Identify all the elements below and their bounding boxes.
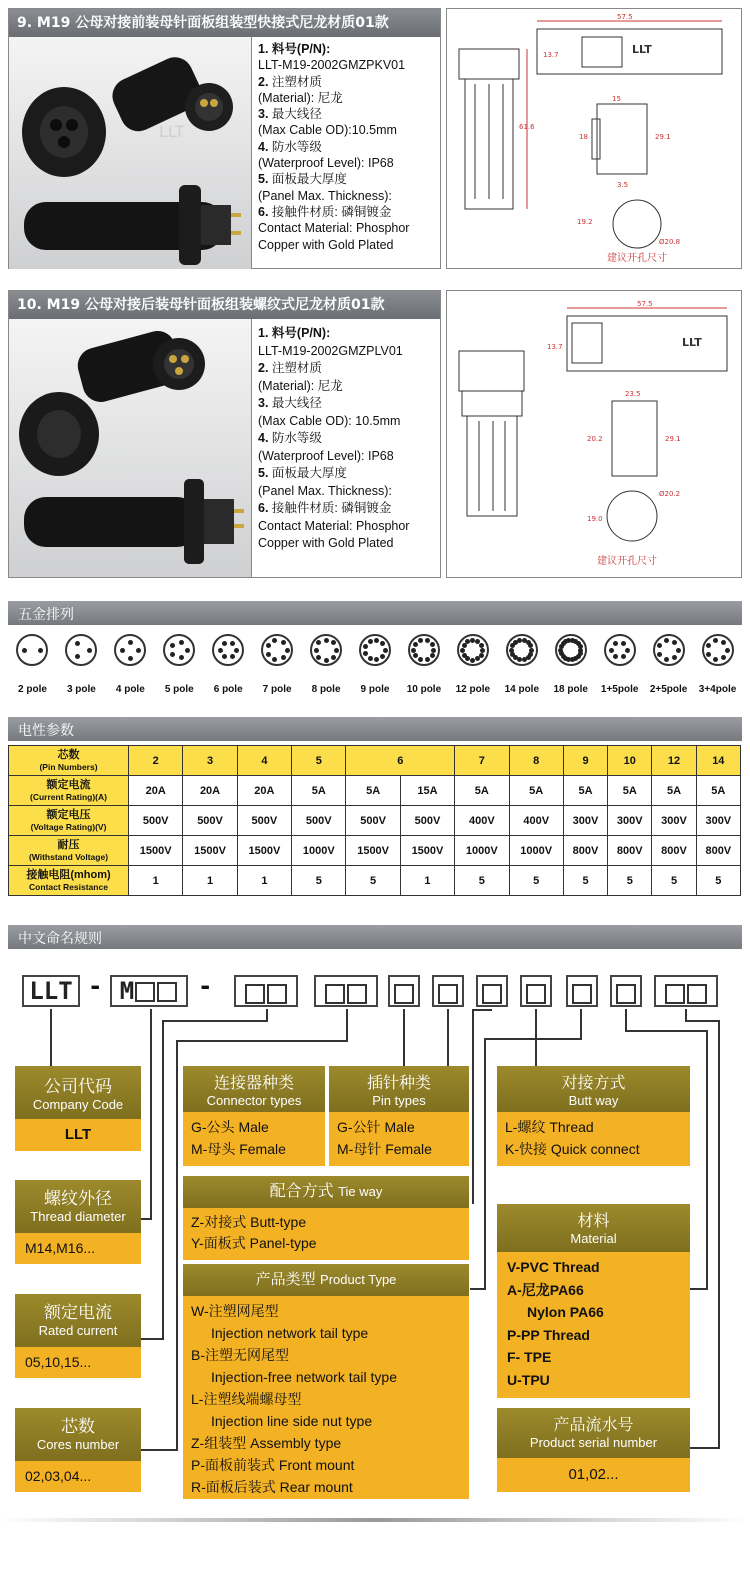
table-row	[9, 806, 741, 836]
code-box-company: LLT	[22, 975, 80, 1007]
pin-label: 3 pole	[66, 684, 96, 695]
naming-section-header: 中文命名规则	[8, 925, 742, 949]
table-cell: 500V	[400, 806, 454, 836]
table-cell: 1500V	[129, 836, 183, 866]
electrical-section-header: 电性参数	[8, 717, 742, 741]
table-cell: 5A	[346, 776, 400, 806]
table-cell: 1000V	[455, 836, 509, 866]
table-cell: 14	[696, 746, 740, 776]
code-box-tie	[476, 975, 508, 1007]
table-cell: 800V	[563, 836, 607, 866]
code-box-serial	[654, 975, 718, 1007]
connector-line	[266, 1009, 268, 1022]
connector-line	[472, 1009, 492, 1011]
svg-text:建议开孔尺寸: 建议开孔尺寸	[607, 253, 667, 264]
table-cell: 5A	[608, 776, 652, 806]
card-rated-current: 额定电流 Rated current 05,10,15...	[15, 1294, 141, 1378]
table-cell: 500V	[346, 806, 400, 836]
connector-line	[162, 1020, 164, 1338]
table-cell: 1000V	[509, 836, 563, 866]
table-cell: 5	[563, 866, 607, 896]
table-cell: 300V	[608, 806, 652, 836]
table-cell: 15A	[400, 776, 454, 806]
table-cell: 800V	[696, 836, 740, 866]
table-row	[9, 866, 741, 896]
connector-line	[690, 1447, 720, 1449]
code-box-current	[234, 975, 298, 1007]
pin-diagram-icon	[702, 634, 734, 666]
code-box-connector	[388, 975, 420, 1007]
svg-text:13.7: 13.7	[543, 51, 559, 59]
spec-list: 1. 料号(P/N): LLT-M19-2002GMZPLV01 2. 注塑材质 (Material): 尼龙 3. 最大线径 (Max Cable OD): 10.5mm 4. 防水等级 (Waterproof Level): IP68 5. 面板最大厚度 (Panel Max. Thickness): 6. 接触件材质: 磷铜镀金 Contact Material: Phosphor Copper with Gold Plated	[258, 326, 410, 550]
table-cell: 5A	[455, 776, 509, 806]
table-cell: 5A	[292, 776, 346, 806]
pin-diagram-icon	[65, 634, 97, 666]
code-box-cores	[314, 975, 378, 1007]
pin-diagram-icon	[261, 634, 293, 666]
connector-line	[150, 1009, 152, 1219]
svg-text:Ø20.8: Ø20.8	[659, 238, 681, 246]
card-tie-way: 配合方式 Tie way Z-对接式 Butt-type Y-面板式 Panel-type	[183, 1176, 469, 1260]
code-box-type	[566, 975, 598, 1007]
connector-image	[9, 319, 252, 577]
svg-text:19.2: 19.2	[577, 218, 593, 226]
pin-diagram-icon	[359, 634, 391, 666]
table-cell: 1500V	[346, 836, 400, 866]
table-cell: 500V	[183, 806, 237, 836]
card-product-type: 产品类型 Product Type W-注塑网尾型 Injection network tail type B-注塑无网尾型 Injection-free network tail type L-注塑线端螺母型 Injection line side nut type Z-组装型 Assembly type P-面板前装式 Front mount R-面板后装式 Rear mount	[183, 1264, 469, 1499]
table-cell: 500V	[292, 806, 346, 836]
connector-line	[447, 1009, 449, 1066]
table-cell: 5	[608, 866, 652, 896]
table-cell: 20A	[237, 776, 291, 806]
table-cell: 400V	[509, 806, 563, 836]
pin-diagram-icon	[212, 634, 244, 666]
table-cell: 5A	[696, 776, 740, 806]
pin-label: 5 pole	[164, 684, 194, 695]
pin-diagram-icon	[457, 634, 489, 666]
connector-line	[403, 1009, 405, 1066]
electrical-parameters-table	[8, 745, 741, 896]
pin-label: 18 pole	[553, 684, 588, 695]
card-butt-way: 对接方式 Butt way L-螺纹 Thread K-快接 Quick connect	[497, 1066, 690, 1166]
connector-line	[470, 1288, 486, 1290]
pin-diagram-icon	[163, 634, 195, 666]
table-row	[9, 746, 741, 776]
pin-layout-row	[8, 630, 742, 705]
connector-line	[176, 1040, 178, 1450]
table-cell: 5	[455, 866, 509, 896]
row-header: 额定电流 (Current Rating)(A)	[9, 776, 129, 806]
connector-line	[140, 1218, 152, 1220]
table-cell: 5A	[509, 776, 563, 806]
svg-text:Ø20.2: Ø20.2	[659, 490, 681, 498]
connector-line	[140, 1449, 178, 1451]
card-serial-number: 产品流水号 Product serial number 01,02...	[497, 1408, 690, 1492]
pin-label: 14 pole	[504, 684, 540, 695]
connector-line	[625, 1030, 707, 1032]
row-header: 耐压 (Withstand Voltage)	[9, 836, 129, 866]
row-header: 芯数 (Pin Numbers)	[9, 746, 129, 776]
svg-text:建议开孔尺寸: 建议开孔尺寸	[597, 556, 657, 567]
product-card-1	[8, 8, 441, 269]
table-cell: 9	[563, 746, 607, 776]
connector-line	[346, 1009, 348, 1042]
table-cell: 300V	[696, 806, 740, 836]
footer-divider	[0, 1518, 750, 1522]
connector-line	[50, 1009, 52, 1067]
code-box-material	[610, 975, 642, 1007]
svg-text:13.7: 13.7	[547, 343, 563, 351]
card-company-code: 公司代码 Company Code LLT	[15, 1066, 141, 1151]
technical-drawing-1	[446, 8, 742, 269]
card-cores-number: 芯数 Cores number 02,03,04...	[15, 1408, 141, 1492]
product-card-2	[8, 290, 441, 578]
table-cell: 6	[346, 746, 455, 776]
connector-line	[162, 1020, 266, 1022]
svg-text:18: 18	[579, 133, 588, 141]
table-cell: 5A	[563, 776, 607, 806]
pin-label: 12 pole	[455, 684, 491, 695]
table-cell: 7	[455, 746, 509, 776]
table-cell: 1500V	[183, 836, 237, 866]
pin-diagram-icon	[555, 634, 587, 666]
code-box-butt	[520, 975, 552, 1007]
table-cell: 10	[608, 746, 652, 776]
svg-text:61.6: 61.6	[519, 123, 535, 131]
table-cell: 800V	[608, 836, 652, 866]
table-cell: 300V	[563, 806, 607, 836]
connector-line	[685, 1020, 720, 1022]
table-cell: 20A	[183, 776, 237, 806]
table-cell: 1500V	[237, 836, 291, 866]
card-pin-types: 插针种类 Pin types G-公针 Male M-母针 Female	[329, 1066, 469, 1166]
logo-watermark: LLT	[159, 122, 185, 141]
svg-text:57.5: 57.5	[617, 13, 633, 21]
table-cell: 8	[509, 746, 563, 776]
table-cell: 1500V	[400, 836, 454, 866]
logo-text: LLT	[632, 43, 652, 56]
connector-image	[9, 37, 252, 269]
table-cell: 1	[183, 866, 237, 896]
table-cell: 20A	[129, 776, 183, 806]
connector-line	[625, 1009, 627, 1031]
pin-label: 2+5pole	[649, 684, 688, 695]
table-cell: 5	[292, 746, 346, 776]
connector-line	[690, 1288, 708, 1290]
pin-label: 4 pole	[115, 684, 145, 695]
table-cell: 400V	[455, 806, 509, 836]
svg-text:29.1: 29.1	[655, 133, 671, 141]
card-connector-types: 连接器种类 Connector types G-公头 Male M-母头 Female	[183, 1066, 325, 1166]
svg-text:3.5: 3.5	[617, 181, 629, 189]
row-header: 额定电压 (Voltage Rating)(V)	[9, 806, 129, 836]
pin-diagram-icon	[408, 634, 440, 666]
card-material: 材料 Material V-PVC Thread A-尼龙PA66 Nylon PA66 P-PP Thread F- TPE U-TPU	[497, 1204, 690, 1398]
connector-line	[718, 1020, 720, 1448]
pin-label: 2 pole	[18, 684, 47, 695]
table-cell: 5	[346, 866, 400, 896]
svg-text:23.5: 23.5	[625, 390, 641, 398]
logo-text: LLT	[682, 336, 702, 349]
pin-diagram-icon	[604, 634, 636, 666]
svg-text:15: 15	[612, 95, 621, 103]
pin-diagram-icon	[16, 634, 48, 666]
pin-diagram-icon	[506, 634, 538, 666]
pin-label: 9 pole	[360, 684, 390, 695]
table-cell: 1	[129, 866, 183, 896]
table-cell: 2	[129, 746, 183, 776]
connector-line	[140, 1338, 164, 1340]
pin-label: 8 pole	[311, 684, 341, 695]
product-title: 10. M19 公母对接后装母针面板组装螺纹式尼龙材质01款	[9, 291, 440, 319]
connector-line	[484, 1038, 486, 1288]
pin-label: 7 pole	[262, 684, 292, 695]
table-cell: 12	[652, 746, 696, 776]
svg-text:20.2: 20.2	[587, 435, 603, 443]
pins-section-header: 五金排列	[8, 601, 742, 625]
table-cell: 300V	[652, 806, 696, 836]
table-cell: 500V	[129, 806, 183, 836]
pin-label: 1+5pole	[600, 684, 639, 695]
product-photo	[9, 37, 252, 269]
table-cell: 5	[652, 866, 696, 896]
pin-label: 10 pole	[406, 684, 442, 695]
code-box-pin	[432, 975, 464, 1007]
table-cell: 5	[509, 866, 563, 896]
table-cell: 800V	[652, 836, 696, 866]
connector-line	[472, 1009, 474, 1204]
table-cell: 5	[696, 866, 740, 896]
table-row	[9, 776, 741, 806]
product-photo	[9, 319, 252, 577]
spec-list: 1. 料号(P/N): LLT-M19-2002GMZPKV01 2. 注塑材质 (Material): 尼龙 3. 最大线径 (Max Cable OD):10.5mm 4. 防水等级 (Waterproof Level): IP68 5. 面板最大厚度 (Panel Max. Thickness): 6. 接触件材质: 磷铜镀金 Contact Material: Phosphor Copper with Gold Plated	[258, 42, 410, 252]
pin-label: 3+4pole	[698, 684, 737, 695]
table-row	[9, 836, 741, 866]
card-thread-diameter: 螺纹外径 Thread diameter M14,M16...	[15, 1180, 141, 1264]
code-separator: -	[198, 972, 213, 1000]
technical-drawing-2	[446, 290, 742, 578]
pin-diagram-icon	[310, 634, 342, 666]
table-cell: 1	[237, 866, 291, 896]
pin-diagram-icon	[114, 634, 146, 666]
connector-line	[706, 1030, 708, 1288]
table-cell: 3	[183, 746, 237, 776]
table-cell: 5A	[652, 776, 696, 806]
table-cell: 500V	[237, 806, 291, 836]
code-separator: -	[88, 972, 103, 1000]
table-cell: 5	[292, 866, 346, 896]
connector-line	[176, 1040, 346, 1042]
pin-diagram-icon	[653, 634, 685, 666]
table-cell: 1000V	[292, 836, 346, 866]
connector-line	[580, 1009, 582, 1039]
code-box-thread: M	[110, 975, 188, 1007]
row-header: 接触电阻(mhom) Contact Resistance	[9, 866, 129, 896]
table-cell: 1	[400, 866, 454, 896]
product-title: 9. M19 公母对接前装母针面板组装型快接式尼龙材质01款	[9, 9, 440, 37]
pin-label: 6 pole	[213, 684, 243, 695]
connector-line	[484, 1038, 582, 1040]
svg-text:19.0: 19.0	[587, 515, 603, 523]
svg-text:57.5: 57.5	[637, 300, 653, 308]
table-cell: 4	[237, 746, 291, 776]
svg-text:29.1: 29.1	[665, 435, 681, 443]
